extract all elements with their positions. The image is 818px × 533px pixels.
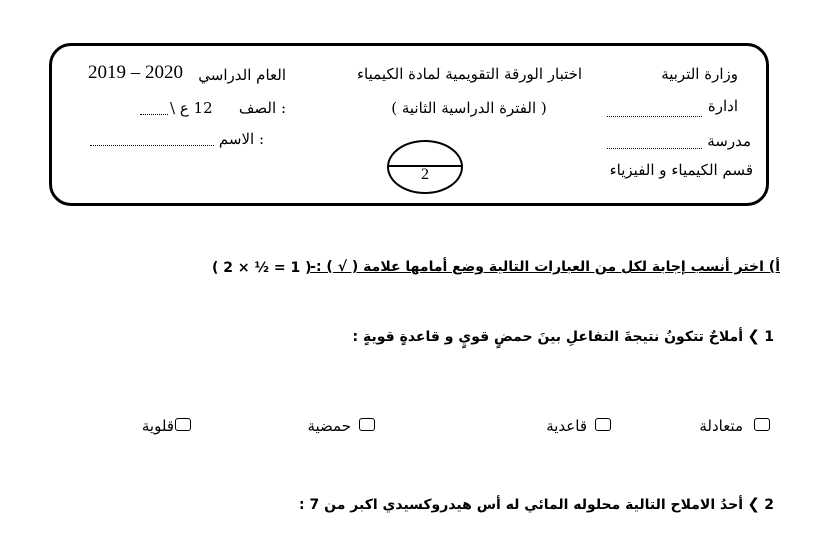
ministry-label: وزارة التربية — [661, 65, 738, 83]
section-marks: ( 2 × ½ = 1 ) — [212, 260, 312, 276]
department-label: قسم الكيمياء و الفيزياء — [609, 161, 753, 179]
arrow-left-icon: ❮ — [747, 327, 760, 345]
exam-title: اختبار الورقة التقويمية لمادة الكيمياء — [357, 65, 583, 83]
school-dots — [607, 148, 702, 149]
arrow-left-icon: ❮ — [747, 495, 760, 513]
year-value: 2019 – 2020 — [88, 62, 183, 83]
option-alkaline-label: قلوية — [141, 417, 174, 435]
checkbox-icon[interactable] — [175, 418, 191, 431]
checkbox-icon[interactable] — [359, 418, 375, 431]
question-2-number: 2 — [764, 497, 774, 513]
grade-dots — [140, 114, 168, 115]
term-label: ( الفترة الدراسية الثانية ) — [391, 99, 547, 117]
question-2-text: أحدُ الاملاح التالية محلوله المائي له أس هيدروكسيدي اكبر من 7 : — [299, 497, 743, 513]
checkbox-icon[interactable] — [595, 418, 611, 431]
option-neutral-label: متعادلة — [699, 417, 743, 435]
year-label: العام الدراسي — [198, 66, 286, 84]
name-label: الاسم : — [218, 130, 264, 148]
option-acidic-label: حمضية — [307, 417, 351, 435]
school-label: مدرسة — [707, 132, 751, 150]
name-dots — [90, 145, 214, 146]
directorate-dots — [607, 116, 702, 117]
grade-label: الصف : — [238, 99, 286, 117]
question-1-number: 1 — [764, 329, 774, 345]
option-basic-label: قاعدية — [546, 417, 587, 435]
grade-value: 12 ع \ — [170, 99, 213, 117]
section-heading: أ) اختر أنسب إجابة لكل من العبارات التالية وضع أمامها علامة ( √ ) :- — [310, 259, 780, 275]
score-number: 2 — [421, 166, 429, 183]
directorate-label: ادارة — [707, 97, 738, 115]
checkbox-icon[interactable] — [754, 418, 770, 431]
question-1-text: أملاحٌ تتكونُ نتيجةَ التفاعلِ بينَ حمضٍ قويٍ و قاعدةٍ قويةٍ : — [352, 329, 743, 345]
